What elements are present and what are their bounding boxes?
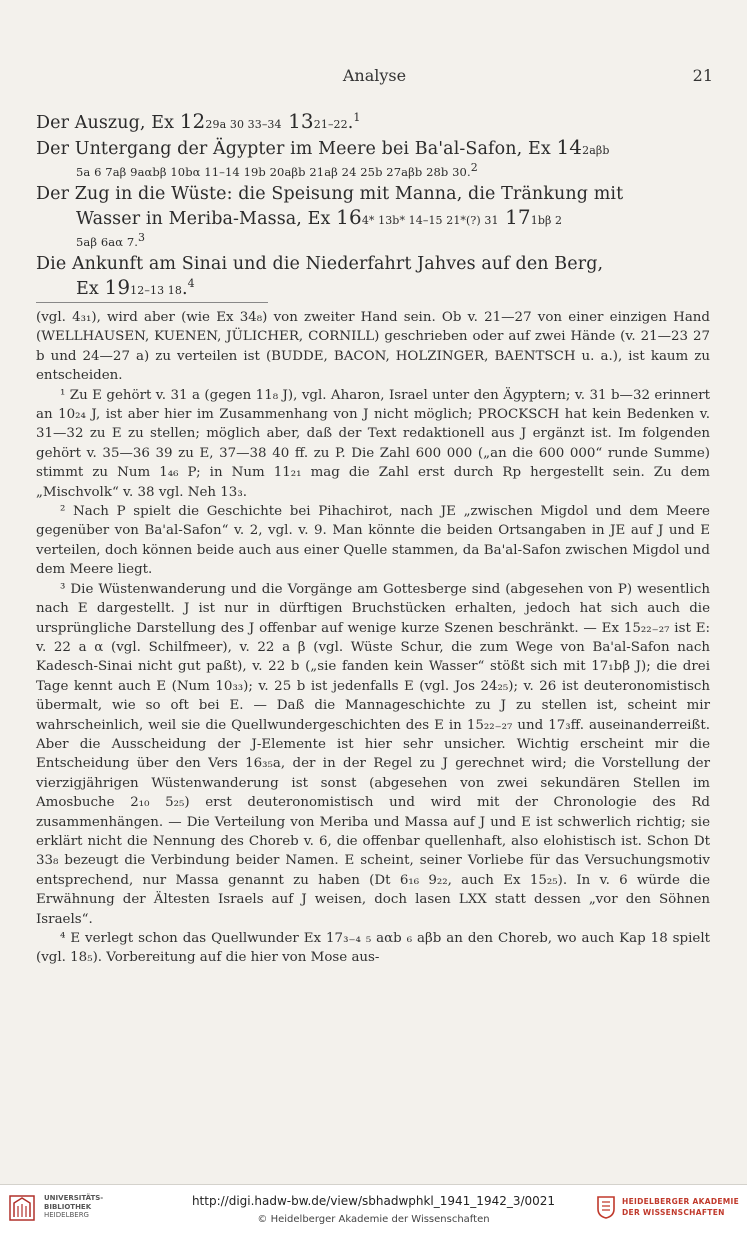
verse-reference: 21–22 xyxy=(313,118,348,131)
library-name-line: BIBLIOTHEK xyxy=(44,1202,92,1211)
footnote-separator xyxy=(36,302,268,303)
heading-punct: . xyxy=(181,279,188,299)
footnote-2: ² Nach P spielt die Geschichte bei Pihachirot, nach JE „zwischen Migdol und dem Meere gegenüber von Ba'al-Safon“ v. 2, vgl. v. 9. Man könnte die beiden Ortsangaben in JE auf J und E verteilen, doch können beide auch aus einer Quelle stammen, da Ba'al-Safon zwischen Migdol und dem Meere liegt. xyxy=(36,504,710,578)
heading-text: Ex xyxy=(76,279,105,299)
academy-logo-icon[interactable] xyxy=(596,1195,616,1219)
library-name-line: UNIVERSITÄTS- xyxy=(44,1194,104,1202)
heading-zug-wueste xyxy=(36,183,717,206)
running-head xyxy=(36,66,713,86)
footnotes xyxy=(36,308,710,968)
running-head-title: Analyse xyxy=(342,66,407,85)
heading-untergang-verses xyxy=(36,162,717,183)
verse-reference: 5aβ 6aα 7. xyxy=(76,235,139,249)
heading-ankunft-sinai-cont xyxy=(36,276,717,302)
heading-punct: . xyxy=(347,113,354,133)
heading-auszug xyxy=(36,110,717,136)
heading-ankunft-sinai xyxy=(36,253,717,276)
footnote-marker: 3 xyxy=(138,231,146,245)
verse-reference: 4* 13b* 14–15 21*(?) 31 xyxy=(361,214,499,227)
verse-reference: 5a 6 7aβ 9aαbβ 10bα 11–14 19b 20aβb 21aβ 24 25b 27aβb 28b 30. xyxy=(76,165,471,179)
heading-text: Der Untergang der Ägypter im Meere bei Ba'al-Safon, Ex xyxy=(36,139,557,159)
heading-text: Die Ankunft am Sinai und die Niederfahrt Jahves auf den Berg, xyxy=(36,254,604,274)
footnote-marker: 4 xyxy=(187,277,195,291)
footnote-marker: 1 xyxy=(353,111,361,125)
chapter-number: 13 xyxy=(281,109,314,133)
section-headings xyxy=(36,110,717,302)
footnote-continuation: (vgl. 4₃₁), wird aber (wie Ex 34₈) von zweiter Hand sein. Ob v. 21—27 von einer einzigen Hand (WELLHAUSEN, KUENEN, JÜLICHER, CORNILL) geschrieben oder auf zwei Hände (v. 21—23 27 b und 24—27 a) zu verteilen ist (BUDDE, BACON, HOLZINGER, BAENTSCH u. a.), ist kaum zu entscheiden. xyxy=(36,310,710,384)
permalink-url[interactable]: http://digi.hadw-bw.de/view/sbhadwphkl_1941_1942_3/0021 xyxy=(191,1194,556,1208)
heading-zug-wueste-verses xyxy=(36,232,717,253)
verse-reference: 1bβ 2 xyxy=(530,214,563,227)
copyright-notice: © Heidelberger Akademie der Wissenschaften xyxy=(257,1214,490,1225)
chapter-number: 12 xyxy=(179,109,206,133)
verse-reference: 2aβb xyxy=(582,144,610,157)
chapter-number: 14 xyxy=(556,135,583,159)
heading-text: Wasser in Meriba-Massa, Ex xyxy=(76,209,337,229)
chapter-number: 19 xyxy=(104,275,131,299)
academy-name xyxy=(622,1196,739,1218)
heading-text: Der Zug in die Wüste: die Speisung mit Manna, die Tränkung mit xyxy=(36,184,624,204)
chapter-number: 16 xyxy=(336,205,362,229)
footnote-4: ⁴ E verlegt schon das Quellwunder Ex 17₃₋₄ ₅ aαb ₆ aβb an den Choreb, wo auch Kap 18 spielt (vgl. 18₅). Vorbereitung auf die hier von Mose aus- xyxy=(36,931,710,966)
heading-text: Der Auszug, Ex xyxy=(36,113,180,133)
footnote-marker: 2 xyxy=(470,161,478,175)
footer xyxy=(0,1185,747,1233)
heading-untergang xyxy=(36,136,717,162)
footnote-1: ¹ Zu E gehört v. 31 a (gegen 11₈ J), vgl. Aharon, Israel unter den Ägyptern; v. 31 b—32 erinnert an 10₂₄ J, ist aber hier im Zusammenhang von J nicht möglich; PROCKSCH hat kein Bedenken v. 31—32 zu E zu stellen; möglich aber, daß der Text redaktionell aus J ergänzt ist. Im folgenden gehört v. 35—36 39 zu E, 37—38 40 ff. zu P. Die Zahl 600 000 („an die 600 000“ runde Summe) stimmt zu Num 1₄₆ P; in Num 11₂₁ mag die Zahl erst durch Rp hergestellt sein. Zu dem „Mischvolk“ v. 38 vgl. Neh 13₃. xyxy=(36,387,710,500)
heading-zug-wueste-cont xyxy=(36,206,717,232)
verse-reference: 29a 30 33–34 xyxy=(205,118,282,131)
library-name-line: HEIDELBERG xyxy=(44,1211,89,1219)
footnote-3: ³ Die Wüstenwanderung und die Vorgänge am Gottesberge sind (abgesehen von P) wesentlich nach E dargestellt. J ist nur in dürftigen Bruchstücken erhalten, jedoch hat sich auch die ursprüngliche Darstellung des J offenbar auf wenige kurze Szenen beschränkt. — Ex 15₂₂₋₂₇ ist E: v. 22 a α (vgl. Schilfmeer), v. 22 a β (vgl. Wüste Schur, die zum Wege von Ba'al-Safon nach Kadesch-Sinai nicht gut paßt), v. 22 b („sie fanden kein Wasser“ stößt sich mit 17₁bβ J); die drei Tage kennt auch E (Num 10₃₃); v. 25 b ist jedenfalls E (vgl. Jos 24₂₅); v. 26 ist deuteronomistisch übermalt, wie so oft bei E. — Daß die Mannageschichte zu J zu stellen ist, scheint mir wahrscheinlich, weil sie die Quellwundergeschichten des E in 15₂₂₋₂₇ und 17₃ff. auseinanderreißt. Aber die Ausscheidung der J-Elemente ist hier sehr unsicher. Wichtig erscheint mir die Entscheidung über den Vers 16₃₅a, der in der Regel zu J gerechnet wird; die Vorstellung der vierzigjährigen Wüstenwanderung ist sonst (abgesehen von zwei sekundären Stellen im Amosbuche 2₁₀ 5₂₅) erst deuteronomistisch und wird mit der Chronologie des Rd zusammenhängen. — Die Verteilung von Meriba und Massa auf J und E ist schwerlich richtig; sie erklärt nicht die Nennung des Choreb v. 6, die offenbar quellenhaft, also elohistisch ist. Schon Dt 33₈ bezeugt die Verbindung beider Namen. E scheint, seiner Vorliebe für das Versuchungsmotiv entsprechend, nur Massa genannt zu haben (Dt 6₁₆ 9₂₂, auch Ex 15₂₅). In v. 6 würde die Erwähnung der Ältesten Israels auf J weisen, doch lasen LXX statt dessen „vor den Söhnen Israels“. xyxy=(36,581,710,927)
verse-reference: 12–13 18 xyxy=(130,284,182,297)
page-number: 21 xyxy=(692,66,713,85)
academy-name-line: HEIDELBERGER AKADEMIE xyxy=(622,1197,740,1206)
chapter-number: 17 xyxy=(498,205,531,229)
academy-name-line: DER WISSENSCHAFTEN xyxy=(622,1208,725,1217)
